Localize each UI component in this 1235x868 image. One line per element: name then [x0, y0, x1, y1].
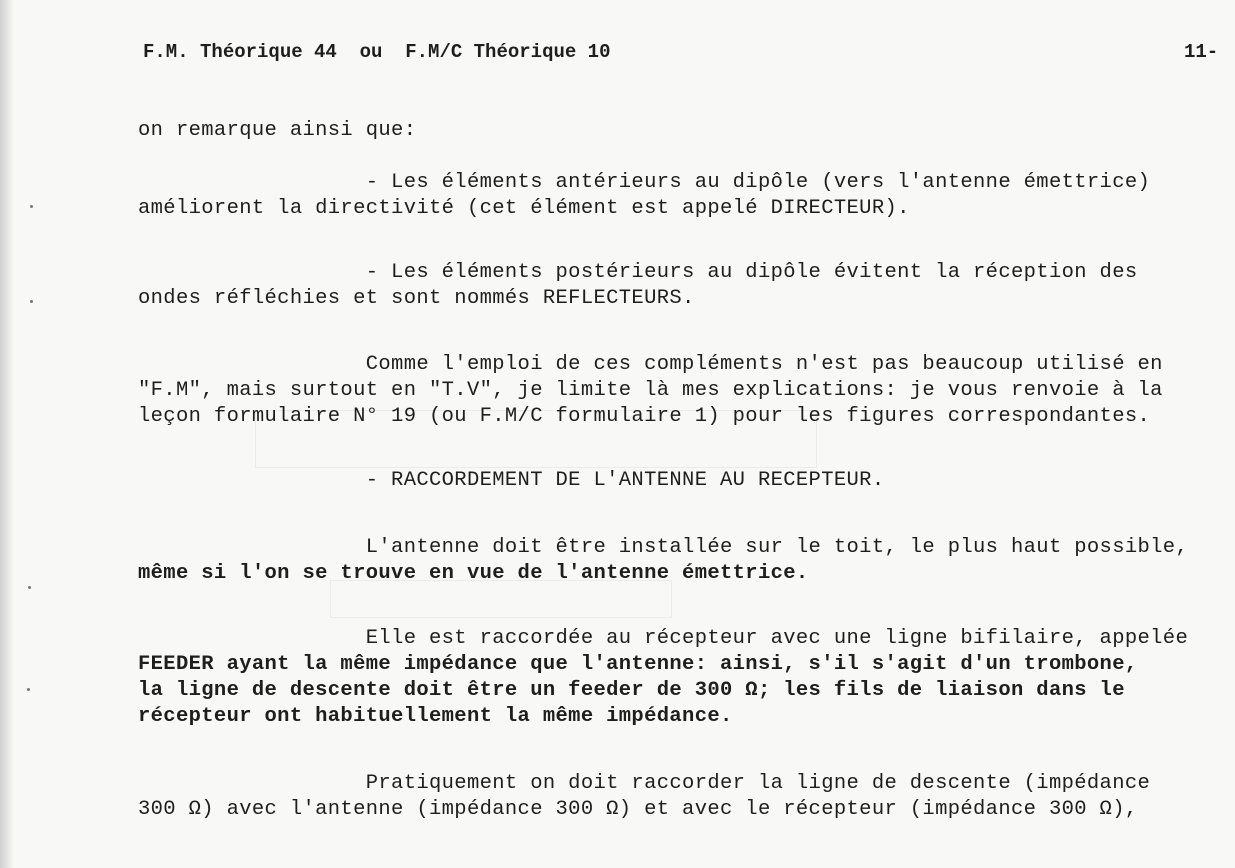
paragraph-feeder-line-1: Elle est raccordée au récepteur avec une ligne bifilaire, appelée: [138, 627, 1189, 650]
scan-speck: [27, 688, 30, 691]
paragraph-pratiquement-line-2: 300 Ω) avec l'antenne (impédance 300 Ω) et avec le récepteur (impédance 300 Ω),: [138, 798, 1138, 821]
paragraph-feeder-line-2: FEEDER ayant la même impédance que l'antenne: ainsi, s'il s'agit d'un trombone,: [138, 653, 1138, 676]
paragraph-feeder-line-4: récepteur ont habituellement la même impédance.: [138, 705, 733, 728]
paragraph-complements-line-3: leçon formulaire N° 19 (ou F.M/C formulaire 1) pour les figures correspondantes.: [138, 405, 1151, 428]
section-heading-raccordement: - RACCORDEMENT DE L'ANTENNE AU RECEPTEUR.: [138, 469, 885, 492]
scan-edge-shadow: [0, 0, 14, 868]
paragraph-antenne-line-1: L'antenne doit être installée sur le toit, le plus haut possible,: [138, 536, 1189, 559]
paragraph-antenne-line-2: même si l'on se trouve en vue de l'antenne émettrice.: [138, 562, 809, 585]
scan-speck: [30, 205, 33, 208]
paragraph-reflecteurs-line-2: ondes réfléchies et sont nommés REFLECTEURS.: [138, 287, 695, 310]
page-header-title: F.M. Théorique 44 ou F.M/C Théorique 10: [143, 41, 611, 63]
scan-speck: [30, 300, 33, 303]
paragraph-complements-line-2: "F.M", mais surtout en "T.V", je limite là mes explications: je vous renvoie à la: [138, 379, 1163, 402]
paragraph-pratiquement-line-1: Pratiquement on doit raccorder la ligne de descente (impédance: [138, 772, 1151, 795]
paragraph-directeur-line-2: améliorent la directivité (cet élément est appelé DIRECTEUR).: [138, 197, 910, 220]
paragraph-intro: on remarque ainsi que:: [138, 119, 417, 142]
paragraph-feeder-line-3: la ligne de descente doit être un feeder de 300 Ω; les fils de liaison dans le: [138, 679, 1125, 702]
page-number: 11-: [1184, 41, 1219, 63]
paragraph-reflecteurs-line-1: - Les éléments postérieurs au dipôle évitent la réception des: [138, 261, 1138, 284]
paragraph-complements-line-1: Comme l'emploi de ces compléments n'est pas beaucoup utilisé en: [138, 353, 1163, 376]
scan-speck: [28, 586, 31, 589]
paragraph-directeur-line-1: - Les éléments antérieurs au dipôle (vers l'antenne émettrice): [138, 171, 1151, 194]
